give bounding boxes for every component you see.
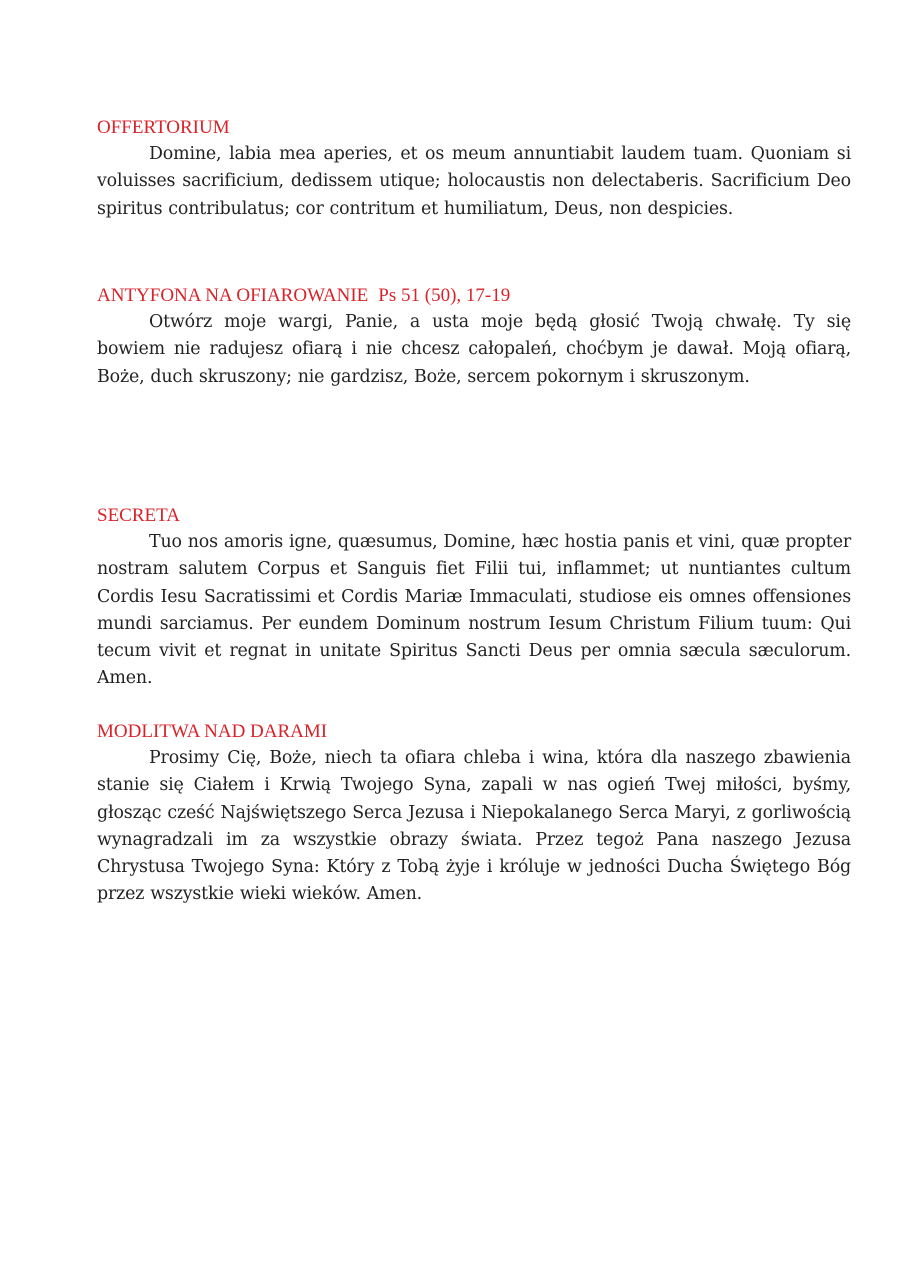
section-antyfona (97, 282, 851, 391)
section-offertorium (97, 114, 851, 223)
heading-title: ANTYFONA NA OFIAROWANIE (97, 285, 369, 306)
section-heading: OFFERTORIUM (97, 117, 230, 138)
section-heading (97, 282, 851, 309)
section-text: Tuo nos amoris igne, quæsumus, Domine, hæc hostia panis et vini, quæ propter nostram salutem Corpus et Sanguis fiet Filii tui, inflammet; ut nuntiantes cultum Cordis Iesu Sacratissimi et Cordis Mariæ Immaculati, studiose eis omnes offensiones mundi sarciamus. Per eundem Dominum nostrum Iesum Christum Filium tuum: Qui tecum vivit et regnat in unitate Spiritus Sancti Deus per omnia sæcula sæculorum. Amen. (97, 532, 851, 689)
psalm-reference: Ps 51 (50), 17-19 (378, 285, 511, 306)
section-modlitwa (97, 718, 851, 909)
section-heading: MODLITWA NAD DARAMI (97, 721, 328, 742)
section-heading: SECRETA (97, 505, 180, 526)
section-secreta (97, 502, 851, 693)
section-text: Domine, labia mea aperies, et os meum annuntiabit laudem tuam. Quoniam si voluisses sacrificium, dedissem utique; holocaustis non delectaberis. Sacrificium Deo spiritus contribulatus; cor contritum et humiliatum, Deus, non despicies. (97, 144, 851, 219)
section-text: Otwórz moje wargi, Panie, a usta moje będą głosić Twoją chwałę. Ty się bowiem nie radujesz ofiarą i nie chcesz całopaleń, choćbym je dawał. Moją ofiarą, Boże, duch skruszony; nie gardzisz, Boże, sercem pokornym i skruszonym. (97, 312, 851, 387)
section-text: Prosimy Cię, Boże, niech ta ofiara chleba i wina, która dla naszego zbawienia stanie się Ciałem i Krwią Twojego Syna, zapali w nas ogień Twej miłości, byśmy, głosząc cześć Najświętszego Serca Jezusa i Niepokalanego Serca Maryi, z gorliwością wynagradzali im za wszystkie obrazy świata. Przez tegoż Pana naszego Jezusa Chrystusa Twojego Syna: Który z Tobą żyje i króluje w jedności Ducha Świętego Bóg przez wszystkie wieki wieków. Amen. (97, 748, 851, 905)
